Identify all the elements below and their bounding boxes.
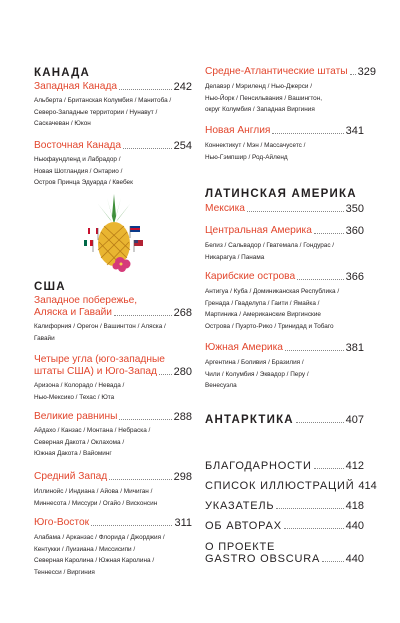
subregion-line: Саскачеван / Юкон — [34, 120, 91, 128]
page-number: 360 — [345, 225, 364, 237]
subregion-line: Альберта / Британская Колумбия / Манитоба / — [34, 97, 172, 104]
leader-dots — [272, 133, 343, 134]
entry-subregions — [205, 81, 370, 116]
leader-dots — [285, 350, 344, 351]
subregion-line: Мартиника / Американские Виргинские — [205, 311, 321, 319]
subregion-line: Делавэр / Мэриленд / Нью-Джерси / — [205, 83, 313, 90]
leader-dots — [314, 468, 344, 469]
leader-dots — [91, 525, 172, 526]
leader-dots — [119, 89, 172, 90]
entry-title-row — [34, 307, 192, 319]
subregion-line: Гренада / Гваделупа / Гаити / Ямайка / — [205, 299, 320, 307]
page-number: 280 — [173, 366, 192, 378]
subregion-line: округ Колумбия / Западная Виргиния — [205, 106, 315, 114]
toc-entry-mexico[interactable] — [205, 203, 364, 215]
subregion-line: Северная Каролина / Южная Каролина / — [34, 557, 155, 565]
page-number: 288 — [173, 411, 192, 423]
page-number: 254 — [173, 140, 192, 152]
entry-title-block — [34, 354, 192, 366]
subregion-line: Никарагуа / Панама — [205, 253, 265, 261]
heading-usa: США — [34, 281, 66, 293]
entry-subregions — [34, 380, 194, 403]
leader-dots — [350, 74, 356, 75]
entry-title: Средне-Атлантические штаты — [205, 66, 348, 77]
subregion-line: Нью-Йорк / Пенсильвания / Вашингтон, — [205, 94, 323, 102]
page-number: 366 — [345, 271, 364, 283]
subregion-line: Чили / Колумбия / Эквадор / Перу / — [205, 370, 309, 378]
subregion-line: Коннектикут / Мэн / Массачусетс / — [205, 142, 306, 149]
subregion-line: Венесуэла — [205, 382, 237, 390]
toc-entry-authors[interactable] — [205, 520, 364, 532]
entry-subregions — [34, 532, 194, 578]
entry-title-block — [34, 295, 192, 307]
leader-dots — [247, 211, 344, 212]
subregion-line: Северо-Западные территории / Нунавут / — [34, 108, 158, 116]
subregion-line: Южная Дакота / Вайоминг — [34, 450, 112, 458]
subregion-line: Кентукки / Луизиана / Миссисипи / — [34, 545, 136, 553]
page-number: 412 — [345, 460, 364, 472]
toc-entry-antarctica[interactable] — [205, 414, 364, 426]
page-number: 418 — [345, 500, 364, 512]
leader-dots — [109, 479, 171, 480]
entry-title: Западная Канада — [34, 81, 118, 92]
page-number: 242 — [173, 81, 192, 93]
entry-title: СПИСОК ИЛЛЮСТРАЦИЙ — [205, 480, 355, 492]
entry-title: ОБ АВТОРАХ — [205, 520, 282, 532]
subregion-line: Ньюфаундленд и Лабрадор / — [34, 156, 121, 163]
entry-title-line: Западное побережье, — [34, 295, 138, 306]
page-number: 440 — [345, 520, 364, 532]
toc-entry-central-america[interactable] — [205, 225, 364, 237]
entry-title-row — [34, 366, 192, 378]
subregion-line: Новая Шотландия / Онтарио / — [34, 167, 123, 175]
entry-subregions — [34, 486, 194, 509]
subregion-line: Аргентина / Боливия / Бразилия / — [205, 359, 304, 366]
page-number: 298 — [173, 471, 192, 483]
heading-latin-america: ЛАТИНСКАЯ АМЕРИКА — [205, 188, 357, 200]
entry-title-row — [205, 553, 364, 565]
entry-subregions — [34, 95, 194, 130]
page-number: 350 — [345, 203, 364, 215]
entry-subregions — [34, 425, 194, 460]
leader-dots — [123, 148, 172, 149]
entry-title: БЛАГОДАРНОСТИ — [205, 460, 312, 472]
page-number: 341 — [345, 125, 364, 137]
entry-title: Восточная Канада — [34, 140, 121, 151]
leader-dots — [159, 374, 172, 375]
page-number: 407 — [345, 414, 364, 426]
entry-title-line: GASTRO OBSCURA — [205, 553, 321, 565]
page-number: 268 — [173, 307, 192, 319]
subregion-line: Северная Дакота / Оклахома / — [34, 438, 125, 446]
pineapple-with-flags-icon — [74, 192, 154, 272]
subregion-line: Иллинойс / Индиана / Айова / Мичиган / — [34, 488, 153, 495]
entry-title: Великие равнины — [34, 411, 118, 422]
entry-title-line: О ПРОЕКТЕ — [205, 541, 276, 553]
leader-dots — [297, 279, 344, 280]
entry-title: Карибские острова — [205, 271, 296, 282]
toc-entry-west-coast[interactable] — [34, 295, 192, 319]
entry-subregions — [205, 240, 370, 263]
leader-dots — [284, 528, 344, 529]
entry-subregions — [205, 140, 370, 163]
toc-entry-caribbean[interactable] — [205, 271, 364, 283]
toc-entry-four-corners[interactable] — [34, 354, 192, 378]
subregion-line: Белиз / Сальвадор / Гватемала / Гондурас / — [205, 242, 335, 249]
subregion-line: Миннесота / Миссури / Огайо / Висконсин — [34, 499, 158, 507]
subregion-line: Теннесси / Виргиния — [34, 568, 95, 576]
leader-dots — [276, 508, 343, 509]
toc-entry-east-canada[interactable] — [34, 140, 192, 152]
toc-entry-southeast[interactable] — [34, 517, 192, 529]
subregion-line: Айдахо / Канзас / Монтана / Небраска / — [34, 427, 151, 434]
toc-entry-about-project[interactable] — [205, 541, 364, 565]
subregion-line: Калифорния / Орегон / Вашингтон / Аляска / — [34, 323, 166, 330]
subregion-line: Острова / Пуэрто-Рико / Тринидад и Тобаго — [205, 322, 334, 330]
toc-entry-great-plains[interactable] — [34, 411, 192, 423]
subregion-line: Гавайи — [34, 334, 55, 342]
toc-entry-south-america[interactable] — [205, 342, 364, 354]
entry-title: АНТАРКТИКА — [205, 414, 294, 426]
entry-title: Центральная Америка — [205, 225, 312, 236]
subregion-line: Антигуа / Куба / Доминиканская Республика / — [205, 288, 340, 295]
toc-entry-index[interactable] — [205, 500, 364, 512]
page-number: 329 — [357, 66, 376, 78]
subregion-line: Аризона / Колорадо / Невада / — [34, 382, 125, 389]
toc-entry-illustrations[interactable] — [205, 480, 377, 492]
entry-title: Мексика — [205, 203, 245, 214]
toc-entry-acknowledgements[interactable] — [205, 460, 364, 472]
subregion-line: Нью-Гэмпшир / Род-Айленд — [205, 153, 288, 161]
entry-title: Новая Англия — [205, 125, 271, 136]
entry-title-line: Четыре угла (юго-западные — [34, 354, 165, 365]
entry-title-line: штаты США) и Юго-Запад — [34, 366, 158, 377]
leader-dots — [114, 315, 172, 316]
subregion-line: Алабама / Арканзас / Флорида / Джорджия / — [34, 534, 165, 541]
leader-dots — [119, 419, 171, 420]
entry-subregions — [34, 321, 194, 344]
subregion-line: Нью-Мексико / Техас / Юта — [34, 393, 115, 401]
leader-dots — [322, 561, 344, 562]
entry-title: Средний Запад — [34, 471, 108, 482]
entry-subregions — [205, 286, 375, 332]
entry-subregions — [34, 154, 194, 189]
toc-entry-mid-atlantic[interactable] — [205, 66, 376, 78]
page-number: 414 — [358, 480, 377, 492]
toc-entry-west-canada[interactable] — [34, 81, 192, 93]
entry-title: УКАЗАТЕЛЬ — [205, 500, 275, 512]
page-number: 311 — [174, 517, 192, 529]
leader-dots — [314, 233, 344, 234]
entry-title: Юго-Восток — [34, 517, 90, 528]
toc-entry-new-england[interactable] — [205, 125, 364, 137]
subregion-line: Остров Принца Эдуарда / Квебек — [34, 179, 133, 187]
toc-entry-midwest[interactable] — [34, 471, 192, 483]
page-number: 381 — [345, 342, 364, 354]
heading-canada: КАНАДА — [34, 67, 91, 79]
entry-title-line: Аляска и Гавайи — [34, 307, 113, 318]
page-number: 440 — [345, 553, 364, 565]
entry-subregions — [205, 357, 370, 392]
entry-title: Южная Америка — [205, 342, 283, 353]
leader-dots — [296, 422, 344, 423]
